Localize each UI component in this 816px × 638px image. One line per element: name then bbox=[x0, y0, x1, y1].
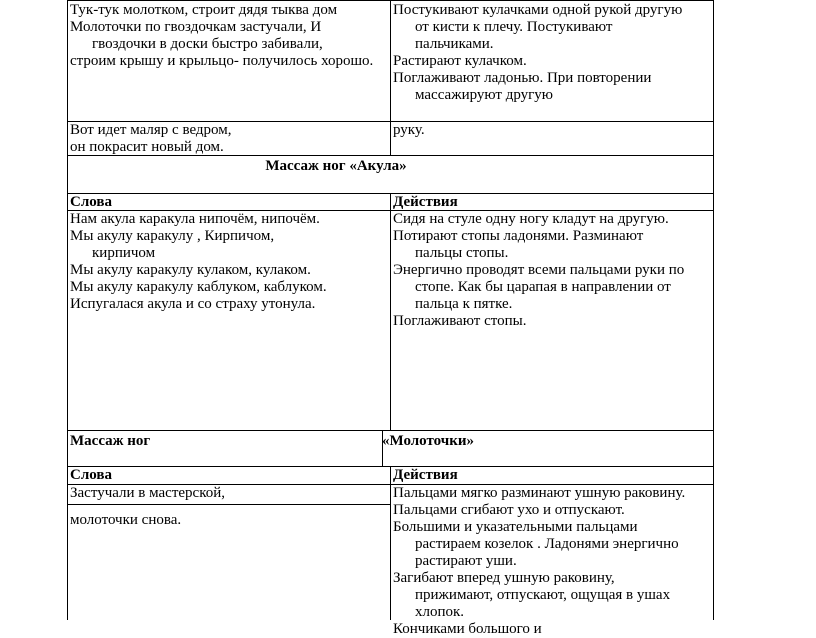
table-divider-molot bbox=[390, 466, 391, 620]
row1-right-line: Поглаживают ладонью. При повторении массажируют другую bbox=[393, 70, 652, 103]
akula-actions-line: Потирают стопы ладонями. Разминают пальцы стопы. bbox=[393, 228, 644, 261]
akula-actions-line: Поглаживают стопы. bbox=[393, 313, 527, 329]
akula-words-line: Мы акулу каракулу каблуком, каблуком. bbox=[70, 279, 327, 295]
table-border-right bbox=[713, 0, 714, 620]
row2-right-line: руку. bbox=[393, 122, 425, 138]
molot-actions-line: Загибают вперед ушную раковину, прижимают, отпускают, ощущая в ушах хлопок. bbox=[393, 570, 671, 620]
molot-words-line: молоточки снова. bbox=[70, 512, 182, 528]
molot-words-line: Застучали в мастерской, bbox=[70, 485, 225, 501]
table-divider-top bbox=[390, 0, 391, 155]
row1-left-line: Молоточки по гвоздочкам застучали, И гвоздочки в доски быстро забивали, bbox=[70, 19, 323, 52]
molot-actions-line: Пальцами мягко разминают ушную раковину. bbox=[393, 485, 686, 501]
row1-left-line: Тук-тук молотком, строит дядя тыква дом bbox=[70, 2, 338, 18]
akula-words-line: Нам акула каракула нипочём, нипочём. bbox=[70, 211, 320, 227]
akula-words-header: Слова bbox=[70, 194, 112, 210]
molot-actions-header: Действия bbox=[393, 467, 458, 483]
table-divider-akula bbox=[390, 193, 391, 430]
row2-right-cell bbox=[393, 122, 693, 139]
molot-actions-line: Большими и указательными пальцами растираем козелок . Ладонями энергично растирают уши. bbox=[393, 519, 679, 569]
row2-left-cell bbox=[70, 122, 388, 156]
akula-actions-line: Сидя на стуле одну ногу кладут на другую. bbox=[393, 211, 669, 227]
table-border-molot-words-split bbox=[67, 504, 390, 505]
akula-words-line: Мы акулу каракулу кулаком, кулаком. bbox=[70, 262, 311, 278]
molot-title-left: Массаж ног bbox=[70, 433, 151, 449]
molot-words-header: Слова bbox=[70, 467, 112, 483]
table-border-left bbox=[67, 0, 68, 620]
row1-left-cell bbox=[70, 2, 388, 70]
akula-actions-line: Энергично проводят всеми пальцами руки по стопе. Как бы царапая в направлении от пальца к пятке. bbox=[393, 262, 685, 312]
akula-words-line: Мы акулу каракулу , Кирпичом, кирпичом bbox=[70, 228, 275, 261]
molot-title-right: «Молоточки» bbox=[382, 433, 475, 449]
table-border-akula-body bbox=[67, 430, 714, 431]
akula-actions-cell bbox=[393, 211, 693, 330]
row2-left-line: Вот идет маляр с ведром, bbox=[70, 122, 232, 138]
akula-actions-header: Действия bbox=[393, 194, 458, 210]
molot-actions-line: Пальцами сгибают ухо и отпускают. bbox=[393, 502, 625, 518]
row1-left-line: строим крышу и крыльцо- получилось хорошо. bbox=[70, 53, 374, 69]
akula-words-line: Испугалася акула и со страху утонула. bbox=[70, 296, 316, 312]
molot-actions-line: Кончиками большого и bbox=[393, 621, 542, 637]
row2-left-line: он покрасит новый дом. bbox=[70, 139, 224, 155]
row1-right-line: Растирают кулачком. bbox=[393, 53, 527, 69]
row1-right-cell bbox=[393, 2, 693, 104]
row1-right-line: Постукивают кулачками одной рукой другую от кисти к плечу. Постукивают пальчиками. bbox=[393, 2, 683, 52]
akula-section-title: Массаж ног «Акула» bbox=[265, 158, 407, 174]
akula-words-cell bbox=[70, 211, 388, 313]
molot-actions-cell bbox=[393, 485, 693, 638]
